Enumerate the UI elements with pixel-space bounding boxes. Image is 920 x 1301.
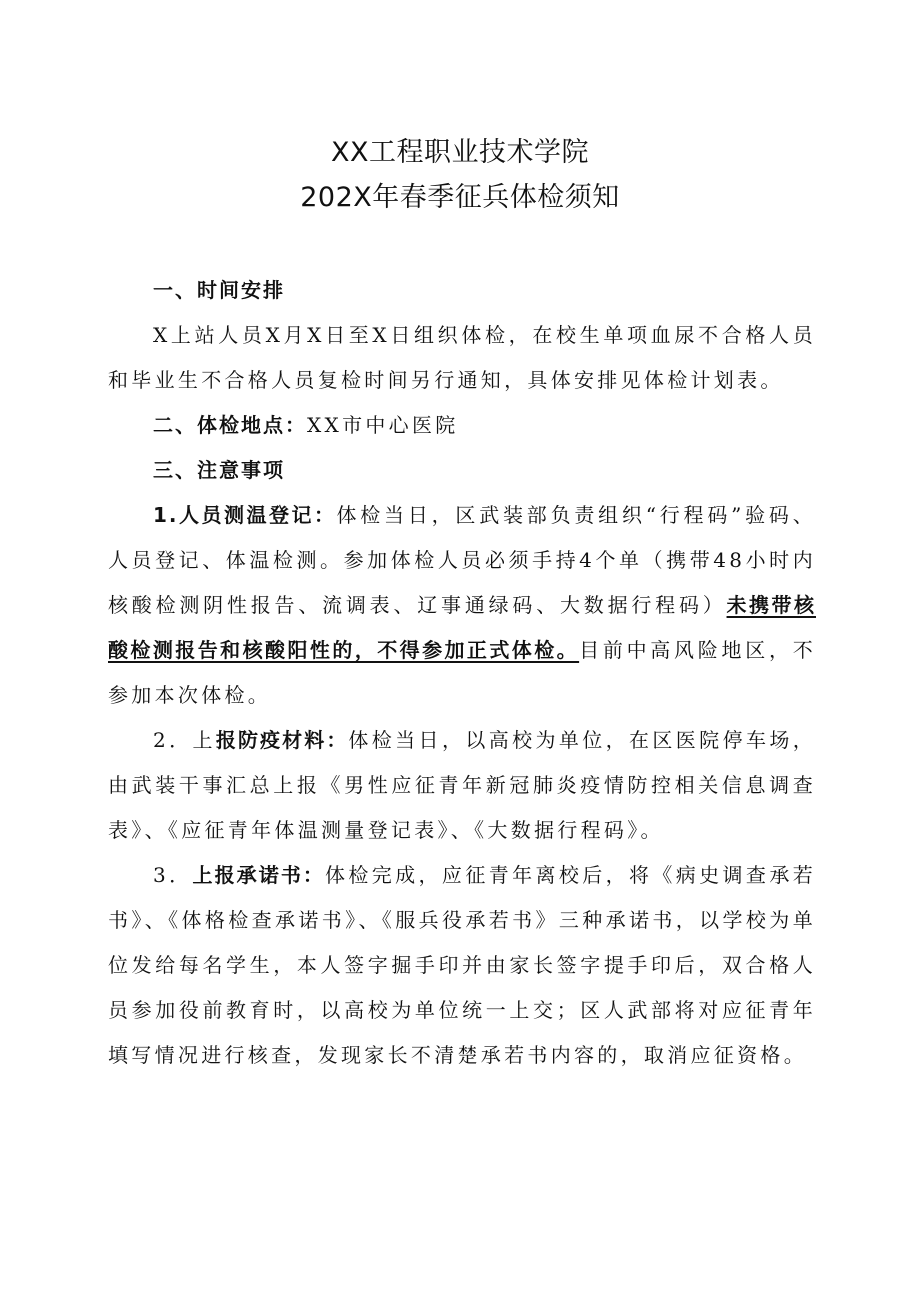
item-label: 报防疫材料： bbox=[215, 728, 349, 752]
document-body bbox=[108, 268, 816, 1078]
section-notes-heading bbox=[108, 448, 816, 493]
location-value: XX市中心医院 bbox=[307, 413, 459, 437]
item-prefix: 3． bbox=[153, 863, 193, 887]
section-location-paragraph bbox=[108, 403, 816, 448]
document-title-line1: XX工程职业技术学院 bbox=[331, 137, 589, 168]
section-time-heading bbox=[108, 268, 816, 313]
item-label: 1.人员测温登记： bbox=[153, 503, 337, 527]
paragraph-text: X上站人员X月X日至X日组织体检，在校生单项血尿不合格人员和毕业生不合格人员复检时间另行通知，具体安排见体检计划表。 bbox=[108, 323, 816, 392]
item-text: 体检完成，应征青年离校后，将《病史调查承若书》、《体格检查承诺书》、《服兵役承若书》三种承诺书，以学校为单位发给每名学生，本人签字掘手印并由家长签字提手印后，双合格人员参加役前教育时，以高校为单位统一上交；区人武部将对应征青年填写情况进行核查，发现家长不清楚承若书内容的，取消应征资格。 bbox=[108, 863, 817, 1067]
section-heading: 二、体检地点： bbox=[153, 413, 307, 437]
section-time-paragraph bbox=[108, 313, 816, 403]
item-text-continued: 目前中高风险地区，不参加本次体检。 bbox=[108, 638, 817, 707]
item-emphasis: 未携带核酸检测报告和核酸阳性的，不得参加正式体检。 bbox=[108, 593, 816, 662]
item-text: 体检当日，区武装部负责组织“行程码”验码、人员登记、体温检测。参加体检人员必须手持4个单（携带48小时内核酸检测阴性报告、流调表、辽事通绿码、大数据行程码） bbox=[108, 503, 817, 617]
item-label: 上报承诺书： bbox=[192, 863, 326, 887]
section-heading: 三、注意事项 bbox=[153, 458, 285, 482]
notes-item-3 bbox=[108, 853, 816, 1078]
section-heading: 一、时间安排 bbox=[153, 278, 285, 302]
document-title-line2: 202X年春季征兵体检须知 bbox=[300, 182, 620, 213]
item-text: 体检当日，以高校为单位，在区医院停车场，由武装干事汇总上报《男性应征青年新冠肺炎疫情防控相关信息调查表》、《应征青年体温测量登记表》、《大数据行程码》。 bbox=[108, 728, 817, 842]
item-prefix: 2．上 bbox=[153, 728, 216, 752]
notes-item-2 bbox=[108, 718, 816, 853]
notes-item-1 bbox=[108, 493, 816, 718]
